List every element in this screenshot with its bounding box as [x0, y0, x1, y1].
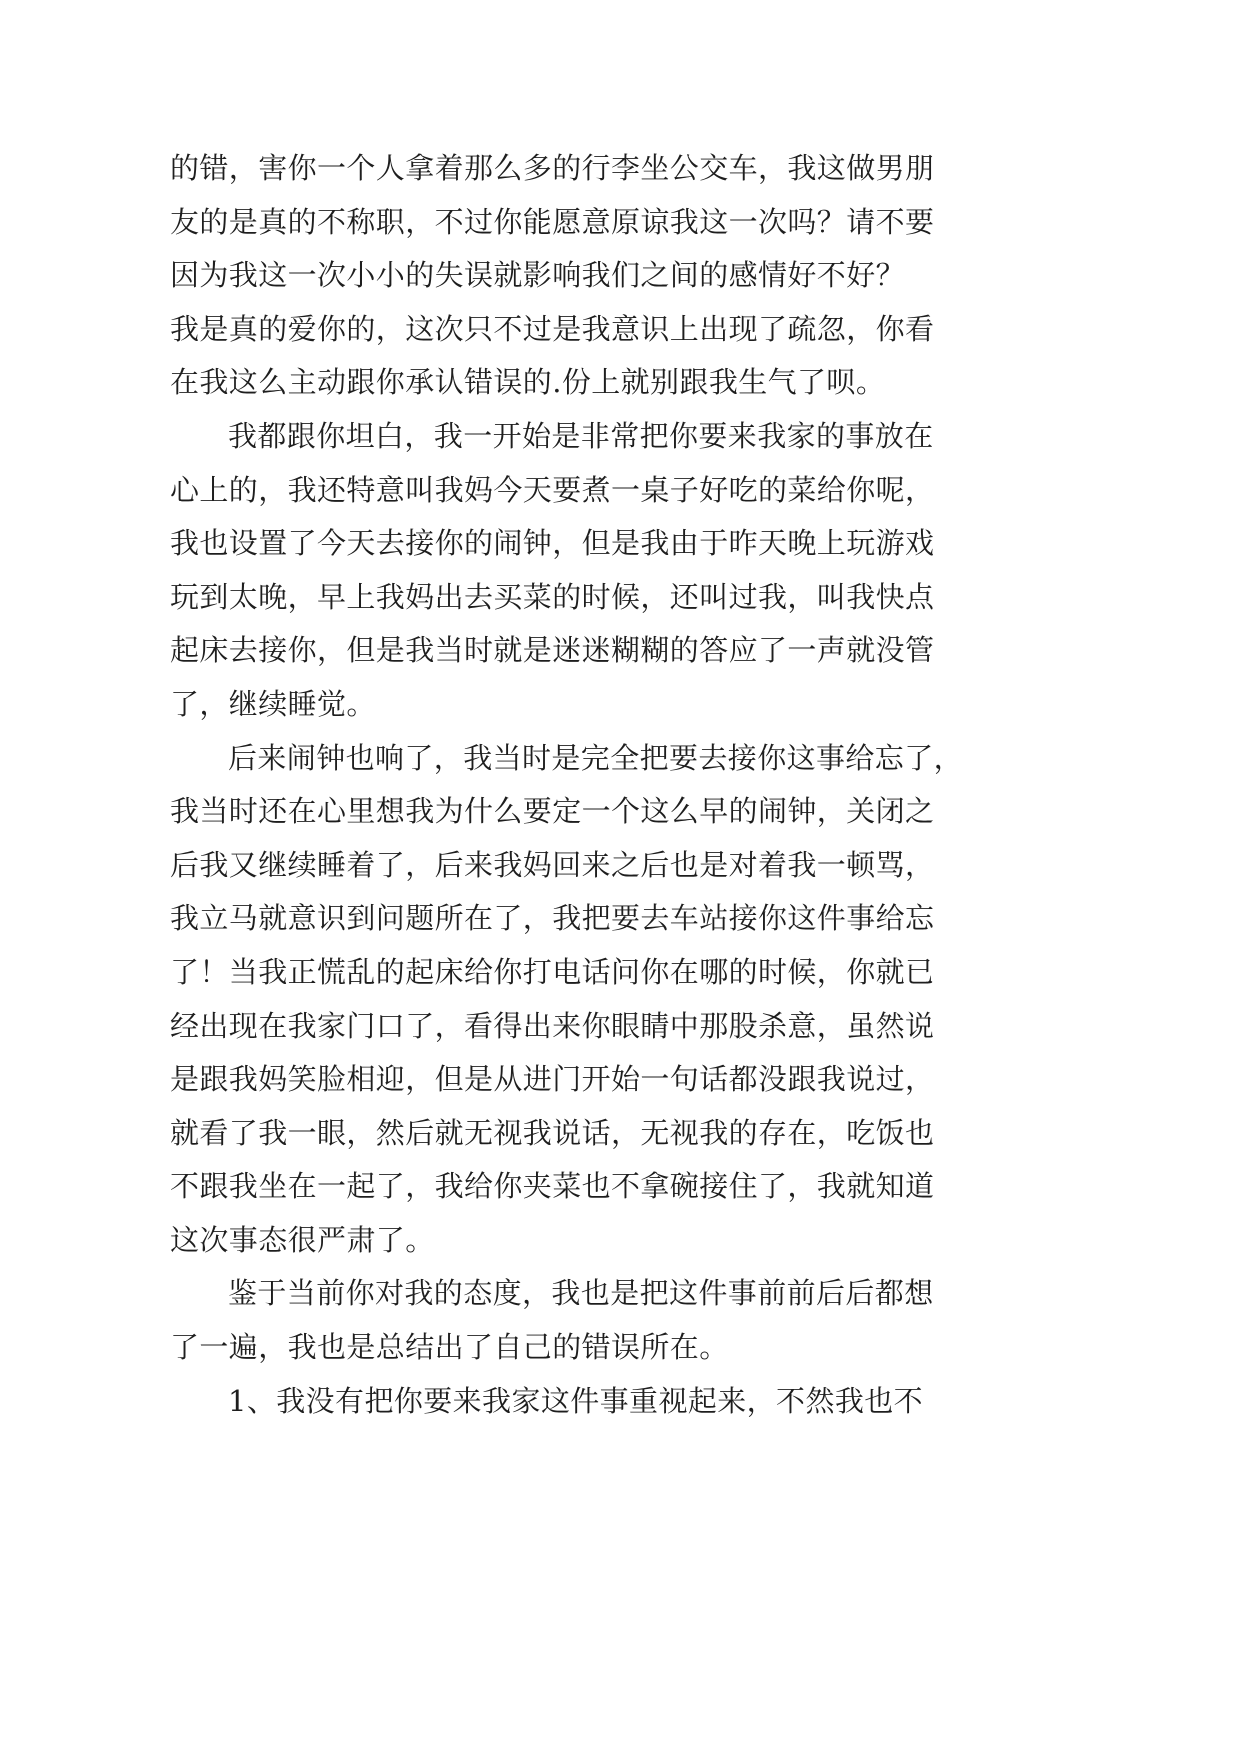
text-line: 后我又继续睡着了，后来我妈回来之后也是对着我一顿骂，	[170, 847, 935, 882]
text-line: 后来闹钟也响了，我当时是完全把要去接你这事给忘了，	[228, 740, 964, 775]
text-line: 玩到太晚，早上我妈出去买菜的时候，还叫过我，叫我快点	[170, 579, 935, 614]
text-line: 不跟我坐在一起了，我给你夹菜也不拿碗接住了，我就知道	[170, 1169, 935, 1204]
text-line: 鉴于当前你对我的态度，我也是把这件事前前后后都想	[228, 1276, 934, 1311]
text-line: 经出现在我家门口了，看得出来你眼睛中那股杀意，虽然说	[170, 1008, 935, 1043]
text-line: 这次事态很严肃了。	[170, 1222, 435, 1257]
text-line: 友的是真的不称职，不过你能愿意原谅我这一次吗？请不要	[170, 204, 935, 239]
text-line: 的错，害你一个人拿着那么多的行李坐公交车，我这做男朋	[170, 151, 935, 185]
text-line: 了一遍，我也是总结出了自己的错误所在。	[170, 1330, 729, 1365]
text-line: 我也设置了今天去接你的闹钟，但是我由于昨天晚上玩游戏	[170, 526, 935, 561]
text-line: 了，继续睡觉。	[170, 686, 376, 721]
text-line: 因为我这一次小小的失误就影响我们之间的感情好不好？	[170, 258, 906, 293]
text-line: 我都跟你坦白，我一开始是非常把你要来我家的事放在	[228, 418, 934, 453]
text-line: 就看了我一眼，然后就无视我说话，无视我的存在，吃饭也	[170, 1115, 935, 1150]
text-line: 起床去接你，但是我当时就是迷迷糊糊的答应了一声就没管	[170, 633, 935, 668]
text-line: 我是真的爱你的，这次只不过是我意识上出现了疏忽，你看	[170, 311, 935, 346]
text-line: 1、我没有把你要来我家这件事重视起来，不然我也不	[228, 1383, 924, 1418]
document-body	[170, 142, 964, 1428]
text-line: 我当时还在心里想我为什么要定一个这么早的闹钟，关闭之	[170, 794, 935, 829]
text-line: 了！当我正慌乱的起床给你打电话问你在哪的时候，你就已	[170, 954, 935, 989]
text-line: 心上的，我还特意叫我妈今天要煮一桌子好吃的菜给你呢，	[170, 472, 935, 507]
text-line: 是跟我妈笑脸相迎，但是从进门开始一句话都没跟我说过，	[170, 1062, 935, 1097]
text-line: 我立马就意识到问题所在了，我把要去车站接你这件事给忘	[170, 901, 935, 936]
text-line: 在我这么主动跟你承认错误的.份上就别跟我生气了呗。	[170, 365, 886, 400]
